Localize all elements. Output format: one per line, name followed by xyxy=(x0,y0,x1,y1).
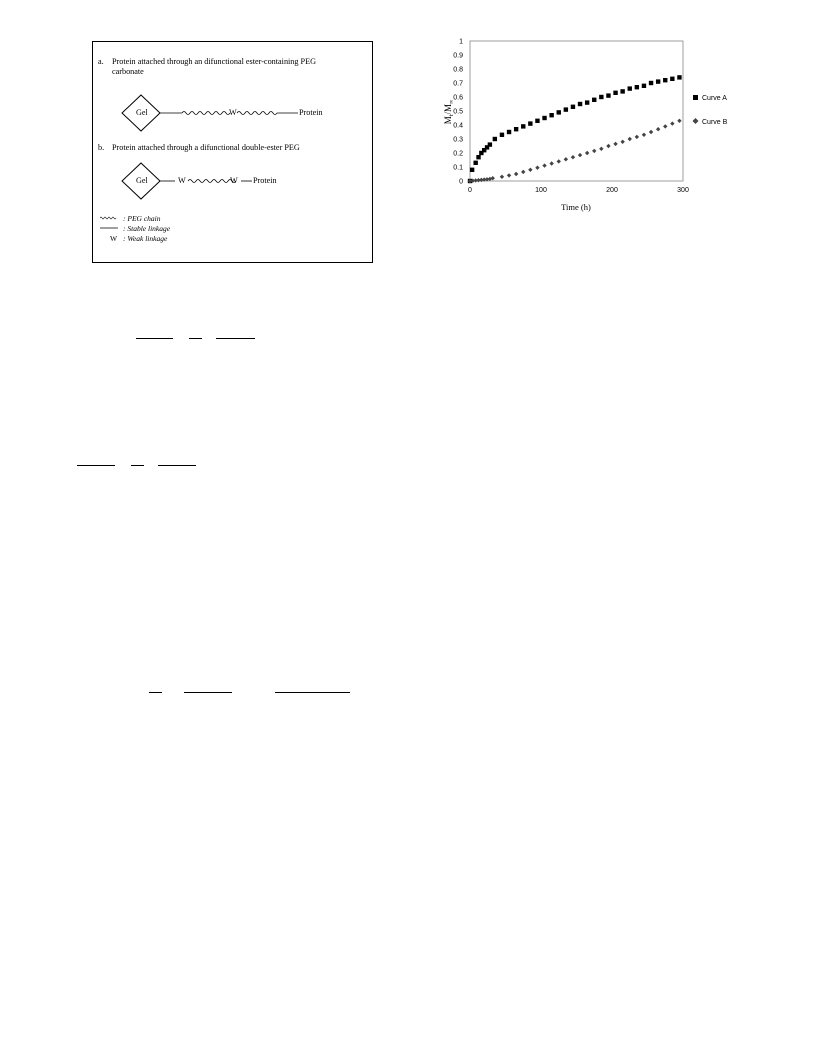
peg-chain-b xyxy=(188,180,236,183)
curve-b-point xyxy=(635,135,639,139)
curve-a-point xyxy=(635,85,639,89)
equation-2-fraction-bar-2 xyxy=(131,465,144,466)
curve-a-point xyxy=(628,86,632,90)
legend-label-curve-b: Curve B xyxy=(702,119,728,126)
y-tick-label: 0.3 xyxy=(453,136,463,144)
x-tick-label: 100 xyxy=(535,187,547,194)
legend-peg-icon xyxy=(100,217,116,219)
equation-2-fraction-bar-3 xyxy=(158,465,196,466)
curve-b-point xyxy=(599,147,603,151)
weak-linkage-a: W xyxy=(229,108,237,117)
curve-a-point xyxy=(592,98,596,102)
y-tick-label: 0.1 xyxy=(453,164,463,172)
y-tick-label: 0.2 xyxy=(453,150,463,158)
curve-b-point xyxy=(628,137,632,141)
scheme-b-label: b. xyxy=(98,143,105,152)
curve-a-point xyxy=(549,113,553,117)
curve-b-point xyxy=(656,127,660,131)
curve-a-point xyxy=(507,130,511,134)
protein-label-b: Protein xyxy=(253,176,277,185)
curve-b-point xyxy=(514,172,518,176)
equation-1-fraction-bar-2 xyxy=(189,338,202,339)
curve-b-point xyxy=(613,142,617,146)
curve-b-point xyxy=(578,153,582,157)
curve-a-point xyxy=(564,107,568,111)
curve-b-point xyxy=(642,133,646,137)
curve-a-point xyxy=(473,161,477,165)
y-tick-label: 0.7 xyxy=(453,80,463,88)
equation-3-fraction-bar-2 xyxy=(184,692,232,693)
y-tick-label: 0.9 xyxy=(453,52,463,60)
y-axis-ticks xyxy=(453,39,463,186)
curve-b-point xyxy=(649,130,653,134)
curve-a-point xyxy=(542,116,546,120)
y-tick-label: 1 xyxy=(459,38,463,46)
curve-b-point xyxy=(585,151,589,155)
plot-area xyxy=(470,41,683,181)
curve-a-point xyxy=(663,78,667,82)
equation-1-fraction-bar-1 xyxy=(136,338,173,339)
curve-a-point xyxy=(585,100,589,104)
scheme-a-text-line1: Protein attached through an difunctional ester-containing PEG xyxy=(112,57,317,66)
curve-b-point xyxy=(571,155,575,159)
curve-b-point xyxy=(557,159,561,163)
curve-b-point xyxy=(620,140,624,144)
curve-a-point xyxy=(470,168,474,172)
curve-a-point xyxy=(578,102,582,106)
protein-label-a: Protein xyxy=(299,108,323,117)
gel-label-a: Gel xyxy=(136,108,148,117)
curve-b-point xyxy=(606,144,610,148)
legend-marker-curve-a xyxy=(693,95,698,100)
series-curve-b xyxy=(468,119,682,184)
curve-a-point xyxy=(493,137,497,141)
curve-a-point xyxy=(677,75,681,79)
x-axis-ticks xyxy=(468,187,689,194)
legend-label-curve-a: Curve A xyxy=(702,95,727,102)
curve-a-point xyxy=(514,127,518,131)
scheme-a-label: a. xyxy=(98,57,104,66)
peg-chain-a1 xyxy=(182,112,230,115)
curve-b-point xyxy=(528,168,532,172)
curve-a-point xyxy=(599,95,603,99)
curve-b-point xyxy=(500,175,504,179)
legend-peg-text: : PEG chain xyxy=(123,214,161,223)
curve-a-point xyxy=(571,105,575,109)
curve-b-point xyxy=(535,166,539,170)
weak-linkage-b-right: W xyxy=(230,176,238,185)
curve-a-point xyxy=(521,124,525,128)
legend-weak-text: : Weak linkage xyxy=(123,234,168,243)
curve-a-point xyxy=(557,110,561,114)
x-tick-label: 300 xyxy=(677,187,689,194)
legend-symbols xyxy=(100,215,120,235)
curve-b-point xyxy=(542,163,546,167)
curve-b-point xyxy=(564,157,568,161)
equation-3-fraction-bar-3 xyxy=(275,692,350,693)
series-curve-a xyxy=(468,75,682,183)
y-tick-label: 0.8 xyxy=(453,66,463,74)
curve-b-point xyxy=(677,119,681,123)
legend-weak-symbol: W xyxy=(110,234,118,243)
y-tick-label: 0.6 xyxy=(453,94,463,102)
x-tick-label: 0 xyxy=(468,187,472,194)
y-axis-label: $M_t/M_\infty$ xyxy=(443,99,455,125)
scheme-b-text: Protein attached through a difunctional double-ester PEG xyxy=(112,143,300,152)
gel-label-b: Gel xyxy=(136,176,148,185)
curve-a-point xyxy=(535,119,539,123)
curve-a-point xyxy=(488,142,492,146)
scheme-a-text-line2: carbonate xyxy=(112,67,144,76)
curve-a-point xyxy=(476,155,480,159)
y-tick-label: 0.5 xyxy=(453,108,463,116)
weak-linkage-b-left: W xyxy=(178,176,186,185)
curve-a-point xyxy=(528,121,532,125)
equation-1-fraction-bar-3 xyxy=(216,338,255,339)
curve-b-point xyxy=(592,149,596,153)
curve-b-point xyxy=(549,161,553,165)
curve-b-point xyxy=(670,121,674,125)
equation-3-fraction-bar-1 xyxy=(149,692,162,693)
curve-a-point xyxy=(642,84,646,88)
y-tick-label: 0.4 xyxy=(453,122,463,130)
release-chart xyxy=(440,30,760,230)
x-axis-label: Time (h) xyxy=(561,202,591,212)
curve-a-point xyxy=(620,89,624,93)
curve-a-point xyxy=(670,77,674,81)
y-tick-label: 0 xyxy=(459,178,463,186)
curve-a-point xyxy=(656,79,660,83)
peg-chain-a2 xyxy=(237,112,277,115)
legend-stable-text: : Stable linkage xyxy=(123,224,171,233)
x-tick-label: 200 xyxy=(606,187,618,194)
curve-b-point xyxy=(507,173,511,177)
curve-b-point xyxy=(521,170,525,174)
curve-b-point xyxy=(663,124,667,128)
equation-2-fraction-bar-1 xyxy=(77,465,115,466)
curve-a-point xyxy=(500,133,504,137)
curve-a-point xyxy=(613,91,617,95)
curve-a-point xyxy=(649,81,653,85)
curve-a-point xyxy=(606,93,610,97)
legend-marker-curve-b xyxy=(693,118,699,124)
